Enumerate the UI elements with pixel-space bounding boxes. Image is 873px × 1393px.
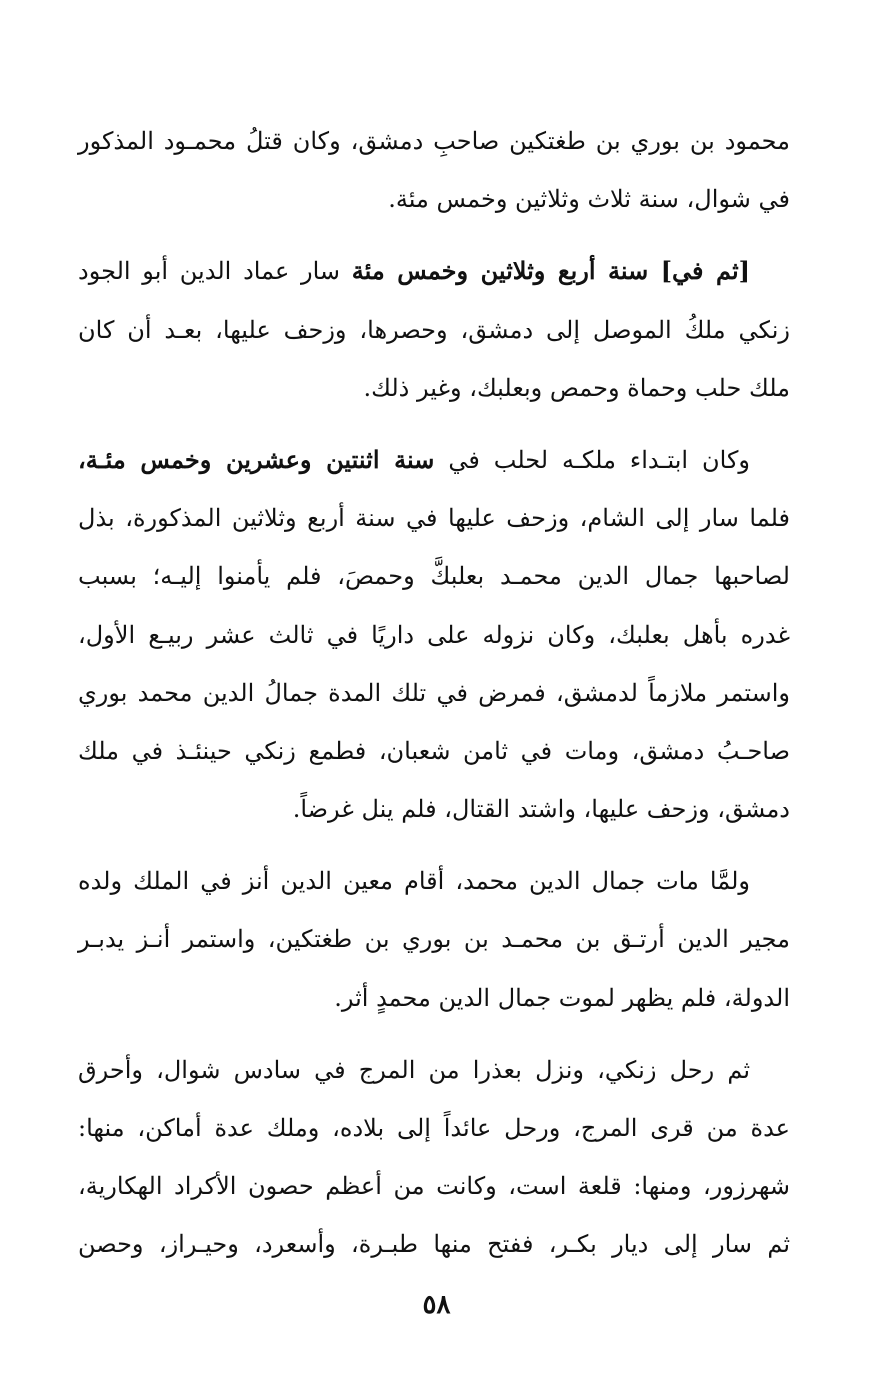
- text-line: شهرزور، ومنها: قلعة است، وكانت من أعظم حصون الأكراد الهكارية،: [78, 1172, 790, 1201]
- text-line: ثم سار إلى ديار بكـر، ففتح منها طبـرة، وأسعرد، وحيـراز، وحصن: [78, 1230, 790, 1259]
- text-line: ولمَّا مات جمال الدين محمد، أقام معين الدين أنز في الملك ولده: [78, 867, 750, 896]
- page-number: ٥٨: [422, 1290, 451, 1320]
- text-line: ملك حلب وحماة وحمص وبعلبك، وغير ذلك.: [363, 373, 790, 402]
- text-line: فلما سار إلى الشام، وزحف عليها في سنة أربع وثلاثين المذكورة، بذل: [78, 504, 790, 533]
- paragraph-gap: [78, 228, 790, 242]
- text-line: محمود بن بوري بن طغتكين صاحبِ دمشق، وكان قتلُ محمـود المذكور: [78, 127, 790, 155]
- text-line: زنكي ملكُ الموصل إلى دمشق، وحصرها، وزحف عليها، بعـد أن كان: [78, 315, 790, 344]
- text-line: في شوال، سنة ثلاث وثلاثين وخمس مئة.: [388, 185, 790, 214]
- paragraph-gap: [78, 1027, 790, 1041]
- text-line: وكان ابتـداء ملكـه لحلب في سنة اثنتين وعشرين وخمس مئـة،: [78, 444, 751, 474]
- page-body-text: [78, 112, 790, 1274]
- text-line: غدره بأهل بعلبك، وكان نزوله على داريًا في ثالث عشر ربيـع الأول،: [78, 620, 790, 649]
- text-line: لصاحبها جمال الدين محمـد بعلبكَّ وحمصَ، فلم يأمنوا إليـه؛ بسبب: [78, 562, 790, 591]
- bold-phrase: [ثم في] سنة أربع وثلاثين وخمس مئة: [351, 256, 751, 286]
- bold-phrase: سنة اثنتين وعشرين وخمس مئـة،: [78, 444, 435, 474]
- text-line: ثم رحل زنكي، ونزل بعذرا من المرج في سادس شوال، وأحرق: [78, 1055, 750, 1084]
- text-line: مجير الدين أرتـق بن محمـد بن بوري بن طغتكين، واستمر أنـز يدبـر: [78, 925, 790, 954]
- text-line: واستمر ملازماً لدمشق، فمرض في تلك المدة جمالُ الدين محمد بوري: [78, 678, 790, 707]
- text-line: دمشق، وزحف عليها، واشتد القتال، فلم ينل غرضاً.: [292, 795, 790, 824]
- text-line: عدة من قرى المرج، ورحل عائداً إلى بلاده، وملك عدة أماكن، منها:: [78, 1114, 790, 1142]
- paragraph-gap: [78, 417, 790, 431]
- text-line: الدولة، فلم يظهر لموت جمال الدين محمدٍ أثر.: [334, 983, 790, 1012]
- paragraph-gap: [78, 838, 790, 852]
- text-line: [ثم في] سنة أربع وثلاثين وخمس مئة سار عماد الدين أبو الجود: [78, 256, 751, 286]
- text-line: صاحـبُ دمشق، ومات في ثامن شعبان، فطمع زنكي حينئـذ في ملك: [78, 736, 790, 765]
